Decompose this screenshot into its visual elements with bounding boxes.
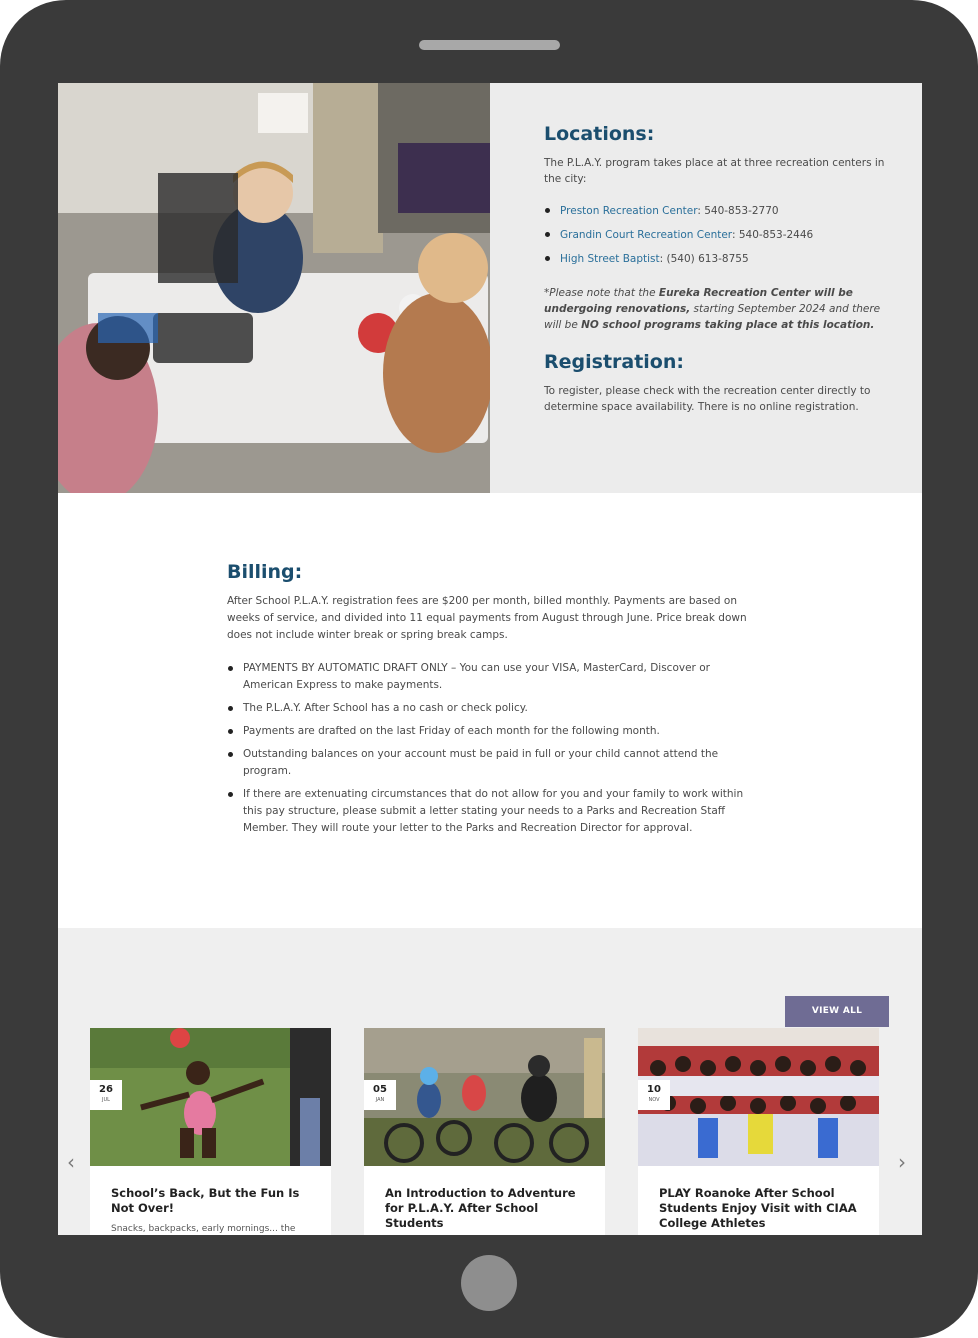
news-card[interactable] xyxy=(638,1028,879,1235)
news-date-month: JUL xyxy=(102,1097,110,1103)
location-link-grandin[interactable]: Grandin Court Recreation Center xyxy=(560,229,732,241)
locations-section xyxy=(58,83,922,493)
billing-intro: After School P.L.A.Y. registration fees are $200 per month, billed monthly. Payments are based on weeks of service, and divided into 11 equal payments from August through June. Price break down does not include winter break or spring break camps. xyxy=(227,595,747,641)
news-section xyxy=(58,928,922,1235)
billing-item: Payments are drafted on the last Friday of each month for the following month. xyxy=(227,723,757,740)
classroom-photo xyxy=(58,83,490,493)
news-card-title[interactable]: PLAY Roanoke After School Students Enjoy Visit with CIAA College Athletes xyxy=(659,1186,857,1230)
news-date-badge xyxy=(90,1080,122,1110)
news-card-image xyxy=(90,1028,331,1166)
note-bold: NO school programs taking place at this location. xyxy=(581,319,875,331)
news-date-day: 10 xyxy=(647,1084,661,1095)
screen xyxy=(58,83,922,1235)
registration-text: To register, please check with the recreation center directly to determine space availability. There is no online registration. xyxy=(544,385,871,413)
news-card[interactable] xyxy=(364,1028,605,1235)
news-card-excerpt: Snacks, backpacks, early mornings... the xyxy=(111,1224,296,1234)
note-bold: Eureka Recreation Center will be undergoing renovations, xyxy=(544,287,853,315)
billing-item: PAYMENTS BY AUTOMATIC DRAFT ONLY – You can use your VISA, MasterCard, Discover or American Express to make payments. xyxy=(227,660,757,694)
speaker-slot xyxy=(419,40,560,50)
news-card-image xyxy=(364,1028,605,1166)
news-card-title[interactable]: An Introduction to Adventure for P.L.A.Y. After School Students xyxy=(385,1186,576,1230)
news-date-day: 05 xyxy=(373,1084,387,1095)
chevron-right-icon[interactable]: › xyxy=(898,1150,906,1174)
registration-heading: Registration: xyxy=(544,351,684,373)
billing-heading: Billing: xyxy=(227,561,303,583)
note-text: starting September 2024 and there will be xyxy=(544,303,881,331)
news-card[interactable] xyxy=(90,1028,331,1235)
chevron-left-icon[interactable]: ‹ xyxy=(67,1150,75,1174)
location-item xyxy=(544,199,889,223)
locations-heading: Locations: xyxy=(544,123,655,145)
note-text: *Please note that the xyxy=(544,287,659,299)
billing-item: Outstanding balances on your account must be paid in full or your child cannot attend the program. xyxy=(227,746,757,780)
news-date-month: JAN xyxy=(375,1097,385,1103)
locations-list xyxy=(544,199,889,271)
news-date-day: 26 xyxy=(99,1084,113,1095)
locations-info xyxy=(544,123,889,415)
renovation-note xyxy=(544,285,889,333)
location-item xyxy=(544,247,889,271)
location-phone: : 540-853-2770 xyxy=(697,205,779,217)
billing-item: The P.L.A.Y. After School has a no cash or check policy. xyxy=(227,700,757,717)
location-link-preston[interactable]: Preston Recreation Center xyxy=(560,205,698,217)
news-date-badge xyxy=(364,1080,396,1110)
news-date-badge xyxy=(638,1080,670,1110)
view-all-button[interactable]: VIEW ALL xyxy=(785,996,889,1027)
location-phone: : 540-853-2446 xyxy=(731,229,814,241)
location-link-high-street[interactable]: High Street Baptist xyxy=(560,253,660,265)
news-card-image xyxy=(638,1028,879,1166)
news-date-month: NOV xyxy=(648,1097,660,1103)
billing-section xyxy=(227,561,757,843)
billing-list xyxy=(227,660,757,837)
locations-intro: The P.L.A.Y. program takes place at at three recreation centers in the city: xyxy=(544,157,885,185)
news-card-title[interactable]: School’s Back, But the Fun Is Not Over! xyxy=(111,1186,300,1215)
home-button[interactable] xyxy=(461,1255,517,1311)
billing-item: If there are extenuating circumstances that do not allow for you and your family to work within this pay structure, please submit a letter stating your needs to a Parks and Recreation Staff Member. They will route your letter to the Parks and Recreation Director for approval. xyxy=(227,786,757,837)
location-item xyxy=(544,223,889,247)
location-phone: : (540) 613-8755 xyxy=(659,253,749,265)
